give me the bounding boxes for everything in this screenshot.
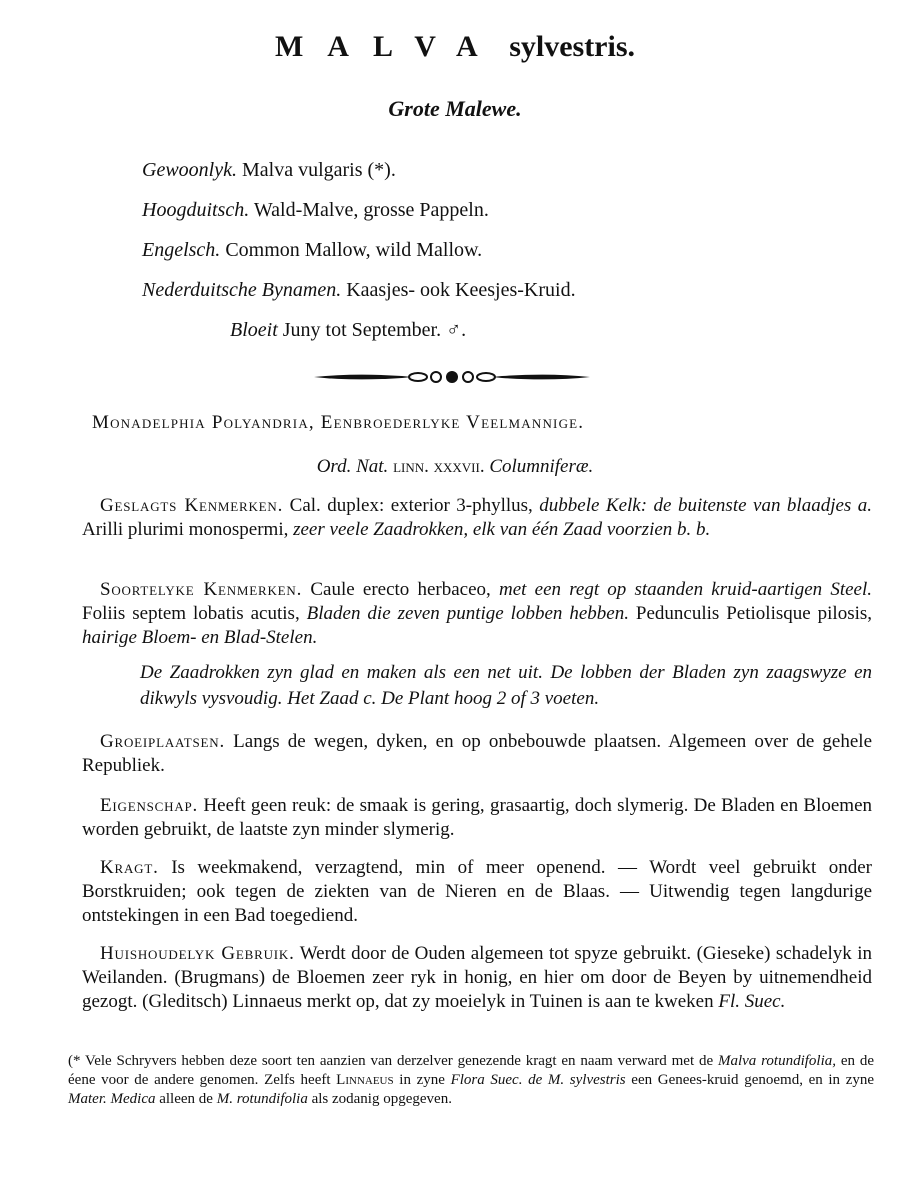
dutch-text: met een regt op staanden kruid-aartigen Steel. [499,579,872,600]
dutch-text: dubbele Kelk: de buitenste van blaadjes a. [539,495,873,516]
ornament-divider [312,366,592,388]
flora-reference: Fl. Suec. [718,991,786,1012]
section-soortelyke [82,578,872,650]
order-prefix: Ord. Nat. [316,456,389,477]
section-groeiplaatsen [82,730,872,778]
descriptive-note: De Zaadrokken zyn glad en maken als een net uit. De lobben der Bladen zyn zaagswyze en dikwyls vysvoudig. Het Zaad c. De Plant hoog 2 of 3 voeten. [140,662,872,709]
footnote-italic: Mater. Medica [68,1091,156,1107]
vernacular-names [142,158,862,358]
name-value: Juny tot September. ♂. [282,319,467,341]
section-heading: Huishoudelyk Gebruik. [100,943,295,964]
latin-text: Pedunculis Petiolisque pilosis, [635,603,873,624]
name-value: Common Mallow, wild Mallow. [225,239,483,261]
section-text: Is weekmakend, verzagtend, min of meer openend. — Wordt veel gebruikt onder Borstkruiden; ook tegen de ziekten van de Nieren en de Blaas. — Uitwendig tegen langdurige ontstekingen in een Bad toegediend. [82,857,872,926]
latin-text: Foliis septem lobatis acutis, [82,603,300,624]
name-label: Gewoonlyk. [142,159,237,181]
footnote-author: Linnaeus [336,1072,394,1088]
footnote-text: alleen de [159,1091,213,1107]
name-label: Nederduitsche Bynamen. [142,279,342,301]
footnote-italic: Malva rotundifolia, [717,1053,836,1069]
footnote-italic: Flora Suec. de M. sylvestris [450,1072,626,1088]
order-suffix: Columniferæ. [489,456,594,477]
genus-name: MALVA [274,30,502,63]
section-heading: Groeiplaatsen. [100,731,226,752]
section-huishoudelyk [82,942,872,1014]
section-text: Langs de wegen, dyken, en op onbebouwde plaatsen. Algemeen over de gehele Republiek. [82,731,872,776]
section-geslagts [82,494,872,542]
name-row-german [142,198,862,222]
latin-text: Arilli plurimi monospermi, [82,519,289,540]
footnote-text: en de éene voor de andere genomen. Zelfs heeft [68,1053,874,1088]
section-text: Werdt door de Ouden algemeen tot spyze gebruikt. (Gieseke) schadelyk in Weilanden. (Brugmans) de Bloemen zeer ryk in honig, en hier om door de Beyen by uitnemendheid gezogt. (Gleditsch) Linnaeus merkt op, dat zy moeielyk in Tuinen is aan te kweken [82,943,872,1012]
name-row-english [142,238,862,262]
footnote-italic: M. rotundifolia [216,1091,308,1107]
footnote-text: in zyne [399,1072,445,1088]
name-row-flowering [142,318,862,342]
latin-text: Caule erecto herbaceo, [310,579,491,600]
section-text: Heeft geen reuk: de smaak is gering, grasaartig, doch slymerig. De Bladen en Bloemen worden gebruikt, de laatste zyn minder slymerig. [82,795,872,840]
section-heading: Geslagts Kenmerken. [100,495,284,516]
footnote-text: een Genees-kruid genoemd, en in zyne [631,1072,875,1088]
name-label: Hoogduitsch. [142,199,250,221]
natural-order [0,456,910,478]
section-eigenschap [82,794,872,842]
dutch-text: hairige Bloem- en Blad-Stelen. [82,627,318,648]
name-label: Engelsch. [142,239,221,261]
dutch-text: Bladen die zeven puntige lobben hebben. [306,603,629,624]
footnote [68,1052,874,1109]
section-kragt [82,856,872,928]
order-linn: linn. xxxvii. [393,456,485,477]
classification: Monadelphia Polyandria, Eenbroederlyke Veelmannige. [92,412,585,433]
page-title [0,30,910,64]
name-label: Bloeit [230,319,278,341]
name-value: Malva vulgaris (*). [241,159,396,181]
footnote-text: (* Vele Schryvers hebben deze soort ten aanzien van derzelver genezende kragt en naam verward met de [68,1053,714,1069]
name-value: Kaasjes- ook Keesjes-Kruid. [346,279,576,301]
section-heading: Eigenschap. [100,795,199,816]
section-heading: Kragt. [100,857,159,878]
name-row-common [142,158,862,182]
common-name: Grote Malewe. [388,96,522,121]
section-heading: Soortelyke Kenmerken. [100,579,303,600]
species-name: sylvestris. [509,30,636,63]
footnote-text: als zodanig opgegeven. [311,1091,452,1107]
latin-text: Cal. duplex: exterior 3-phyllus, [289,495,533,516]
dutch-text: zeer veele Zaadrokken, elk van één Zaad voorzien b. b. [293,519,711,540]
name-row-dutch [142,278,862,302]
name-value: Wald-Malve, grosse Pappeln. [253,199,489,221]
